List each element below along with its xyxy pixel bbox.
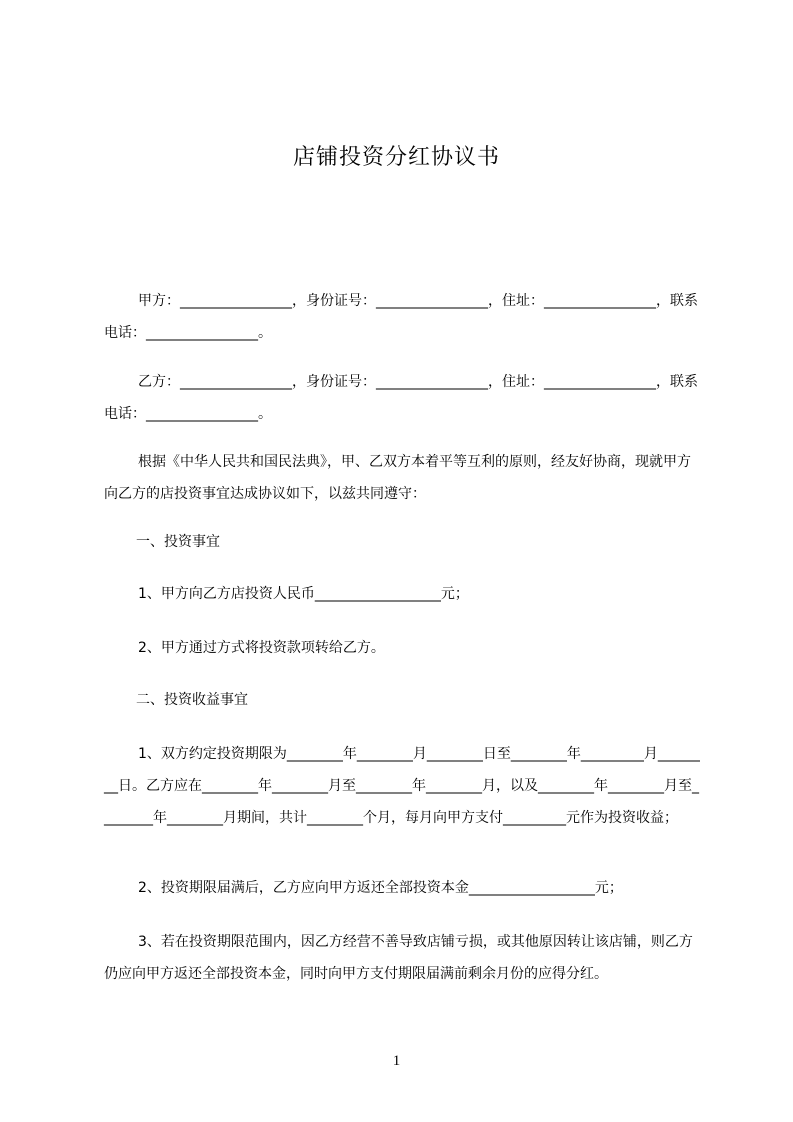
party-b-paragraph: 乙方：________________，身份证号：________________，住址：________________，联系电话：________________。 [104,374,698,422]
page-number: 1 [392,1053,401,1069]
preamble-paragraph: 根据《中华人民共和国民法典》，甲、乙双方本着平等互利的原则，经友好协商，现就甲方向乙方的店投资事宜达成协议如下，以兹共同遵守： [104,454,691,502]
returns-item-1: 1、双方约定投资期限为________年________月________日至________年_________月________日。乙方应在________年________月至________年________月，以及________年________月至________年________月期间，共计________个月，每月向甲方支付_________元作为投资收益； [104,746,700,826]
investment-item-1: 1、甲方向乙方店投资人民币__________________元； [138,586,469,602]
section-heading-investment: 一、投资事宜 [136,534,220,550]
party-a-paragraph: 甲方：________________，身份证号：________________，住址：________________，联系电话：________________。 [104,293,698,341]
returns-item-3: 3、若在投资期限范围内，因乙方经营不善导致店铺亏损，或其他原因转让该店铺，则乙方仍应向甲方返还全部投资本金，同时向甲方支付期限届满前剩余月份的应得分红。 [104,934,693,982]
document-title: 店铺投资分红协议书 [292,145,500,170]
investment-item-2: 2、甲方通过方式将投资款项转给乙方。 [138,640,385,656]
returns-item-2: 2、投资期限届满后，乙方应向甲方返还全部投资本金__________________元； [138,880,623,896]
section-heading-returns: 二、投资收益事宜 [136,692,248,708]
